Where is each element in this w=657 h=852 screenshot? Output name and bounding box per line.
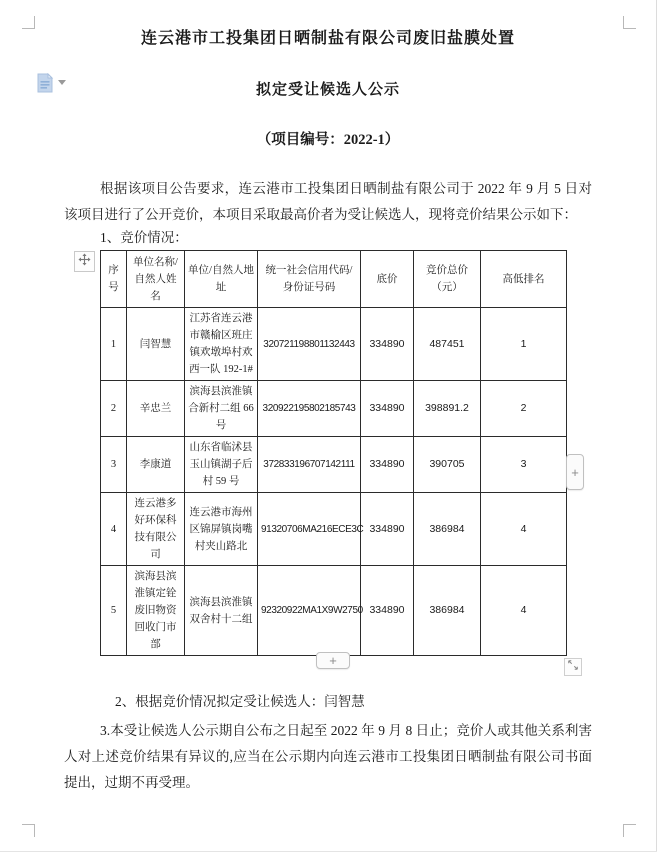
cell-base-price: 334890 — [361, 437, 414, 493]
table-row — [101, 381, 567, 437]
project-number: （项目编号：2022-1） — [256, 132, 400, 148]
cell-name: 连云港多好环保科技有限公司 — [127, 493, 185, 566]
header-base-price: 底价 — [361, 251, 414, 308]
cell-rank: 1 — [481, 308, 567, 381]
cell-base-price: 334890 — [361, 308, 414, 381]
table-row — [101, 308, 567, 381]
plus-icon: + — [329, 653, 337, 668]
cell-address: 山东省临沭县玉山镇湖子后村 59 号 — [185, 437, 258, 493]
cell-bid-total: 390705 — [414, 437, 481, 493]
chevron-down-icon[interactable] — [58, 80, 66, 85]
cell-seq: 1 — [101, 308, 127, 381]
crop-mark-top-left — [22, 16, 35, 29]
header-rank: 高低排名 — [481, 251, 567, 308]
cell-rank: 2 — [481, 381, 567, 437]
cell-address: 滨海县滨淮镇双舍村十二组 — [185, 566, 258, 656]
cell-name: 闫智慧 — [127, 308, 185, 381]
cell-base-price: 334890 — [361, 566, 414, 656]
header-name: 单位名称/自然人姓名 — [127, 251, 185, 308]
cell-base-price: 334890 — [361, 493, 414, 566]
table-header-row — [101, 251, 567, 308]
cell-rank: 4 — [481, 566, 567, 656]
header-address: 单位/自然人地址 — [185, 251, 258, 308]
table-row — [101, 437, 567, 493]
paste-options-icon[interactable] — [36, 73, 54, 93]
cell-name: 滨海县滨淮镇定铨废旧物资回收门市部 — [127, 566, 185, 656]
plus-icon: + — [571, 464, 579, 480]
table-row — [101, 566, 567, 656]
cell-name: 辛忠兰 — [127, 381, 185, 437]
document-title-line1: 连云港市工投集团日晒制盐有限公司废旧盐膜处置 — [140, 30, 515, 47]
table-resize-handle[interactable] — [564, 658, 582, 676]
crop-mark-bottom-left — [22, 824, 35, 837]
header-bid-total: 竞价总价（元） — [414, 251, 481, 308]
section1-heading: 1、竞价情况： — [100, 230, 188, 245]
cell-bid-total: 398891.2 — [414, 381, 481, 437]
cell-credit-code: 92320922MA1X9W2750 — [258, 566, 361, 656]
cell-base-price: 334890 — [361, 381, 414, 437]
move-icon — [78, 253, 91, 271]
cell-bid-total: 386984 — [414, 493, 481, 566]
cell-credit-code: 372833196707142111 — [258, 437, 361, 493]
crop-mark-bottom-right — [623, 824, 636, 837]
cell-address: 江苏省连云港市赣榆区班庄镇欢墩埠村欢西一队 192-1# — [185, 308, 258, 381]
bid-table — [100, 250, 567, 656]
cell-address: 连云港市海州区锦屏镇岗嘴村夹山路北 — [185, 493, 258, 566]
add-column-button[interactable] — [566, 454, 584, 490]
header-credit-code: 统一社会信用代码/身份证号码 — [258, 251, 361, 308]
resize-icon — [567, 658, 579, 676]
table-row — [101, 493, 567, 566]
crop-mark-top-right — [623, 16, 636, 29]
section2-text: 2、根据竞价情况拟定受让候选人：闫智慧 — [115, 694, 365, 709]
cell-rank: 4 — [481, 493, 567, 566]
cell-seq: 5 — [101, 566, 127, 656]
cell-seq: 3 — [101, 437, 127, 493]
cell-credit-code: 320922195802185743 — [258, 381, 361, 437]
document-title-line2: 拟定受让候选人公示 — [255, 82, 400, 98]
header-seq: 序号 — [101, 251, 127, 308]
cell-address: 滨海县滨淮镇合新村二组 66 号 — [185, 381, 258, 437]
add-row-button[interactable] — [316, 652, 350, 669]
cell-rank: 3 — [481, 437, 567, 493]
cell-seq: 2 — [101, 381, 127, 437]
table-move-handle[interactable] — [74, 251, 95, 272]
cell-credit-code: 91320706MA216ECE3C — [258, 493, 361, 566]
cell-bid-total: 487451 — [414, 308, 481, 381]
cell-seq: 4 — [101, 493, 127, 566]
cell-credit-code: 320721198801132443 — [258, 308, 361, 381]
cell-bid-total: 386984 — [414, 566, 481, 656]
section3-text: 3.本受让候选人公示期自公布之日起至 2022 年 9 月 8 日止；竞价人或其他关系利害人对上述竞价结果有异议的,应当在公示期内向连云港市工投集团日晒制盐有限公司书面提出，过期不再受理。 — [64, 723, 592, 790]
cell-name: 李康道 — [127, 437, 185, 493]
intro-paragraph: 根据该项目公告要求，连云港市工投集团日晒制盐有限公司于 2022 年 9 月 5 日对该项目进行了公开竞价，本项目采取最高价者为受让候选人，现将竞价结果公示如下： — [64, 181, 592, 222]
